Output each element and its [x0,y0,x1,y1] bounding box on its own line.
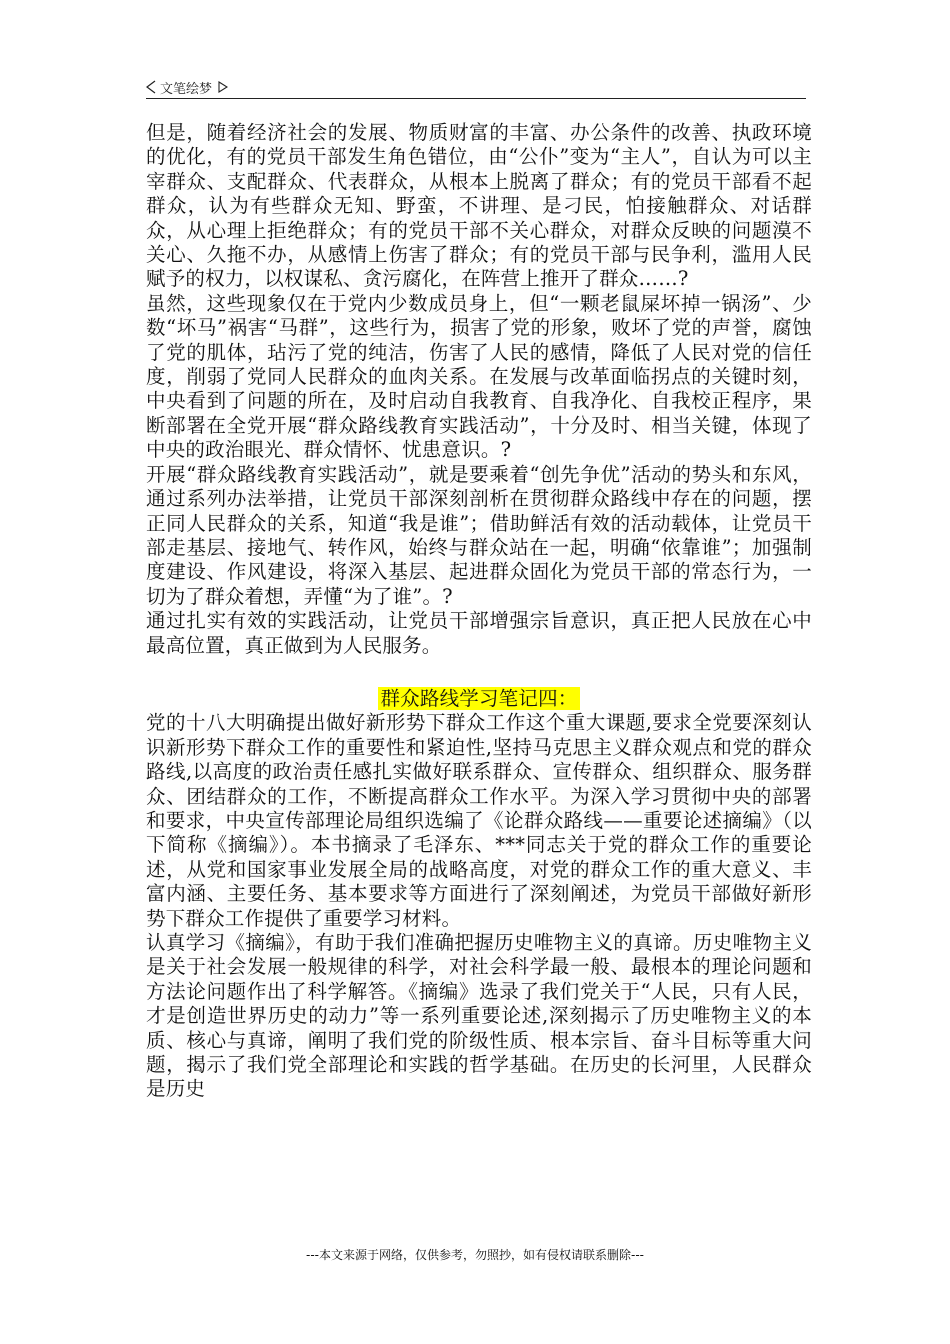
page-footer: ---本文来源于网络，仅供参考，勿照抄，如有侵权请联系删除--- [306,1248,644,1262]
document-body [146,121,812,1102]
paragraph: 认真学习《摘编》，有助于我们准确把握历史唯物主义的真谛。历史唯物主义是关于社会发展一般规律的科学，对社会科学最一般、最根本的理论问题和方法论问题作出了科学解答。《摘编》选录了我们党关于“人民，只有人民，才是创造世界历史的动力”等一系列重要论述,深刻揭示了历史唯物主义的本质、核心与真谛，阐明了我们党的阶级性质、根本宗旨、奋斗目标等重大问题，揭示了我们党全部理论和实践的哲学基础。在历史的长河里，人民群众是历史 [146,930,812,1101]
section-heading-text: 群众路线学习笔记四： [380,686,578,710]
triangle-left-icon [146,80,156,94]
page-header [146,76,806,98]
paragraph: 虽然，这些现象仅在于党内少数成员身上，但“一颗老鼠屎坏掉一锅汤”、少数“坏马”祸害“马群”，这些行为，损害了党的形象，败坏了党的声誉，腐蚀了党的肌体，玷污了党的纯洁，伤害了人民的感情，降低了人民对党的信任度，削弱了党同人民群众的血肉关系。在发展与改革面临拐点的关键时刻，中央看到了问题的所在，及时启动自我教育、自我净化、自我校正程序，果断部署在全党开展“群众路线教育实践活动”，十分及时、相当关键，体现了中央的政治眼光、群众情怀、忧患意识。? [146,291,812,462]
section-heading [146,687,812,711]
paragraph: 但是，随着经济社会的发展、物质财富的丰富、办公条件的改善、执政环境的优化，有的党员干部发生角色错位，由“公仆”变为“主人”，自认为可以主宰群众、支配群众、代表群众，从根本上脱离了群众；有的党员干部看不起群众，认为有些群众无知、野蛮，不讲理、是刁民，怕接触群众、对话群众，从心理上拒绝群众；有的党员干部不关心群众，对群众反映的问题漠不关心、久拖不办，从感情上伤害了群众；有的党员干部与民争利，滥用人民赋予的权力，以权谋私、贪污腐化，在阵营上推开了群众……? [146,121,812,291]
header-brand: 文笔绘梦 [160,81,213,97]
paragraph: 党的十八大明确提出做好新形势下群众工作这个重大课题,要求全党要深刻认识新形势下群众工作的重要性和紧迫性,坚持马克思主义群众观点和党的群众路线,以高度的政治责任感扎实做好联系群众、宣传群众、组织群众、服务群众、团结群众的工作，不断提高群众工作水平。为深入学习贯彻中央的部署和要求，中央宣传部理论局组织选编了《论群众路线——重要论述摘编》（以下简称《摘编》）。本书摘录了毛泽东、***同志关于党的群众工作的重要论述，从党和国家事业发展全局的战略高度，对党的群众工作的重大意义、丰富内涵、主要任务、基本要求等方面进行了深刻阐述，为党员干部做好新形势下群众工作提供了重要学习材料。 [146,711,812,930]
paragraph: 通过扎实有效的实践活动，让党员干部增强宗旨意识，真正把人民放在心中最高位置，真正做到为人民服务。 [146,609,812,657]
section-spacer [146,658,812,687]
header-divider [146,98,806,99]
triangle-right-icon [218,81,228,93]
paragraph: 开展“群众路线教育实践活动”，就是要乘着“创先争优”活动的势头和东风，通过系列办法举措，让党员干部深刻剖析在贯彻群众路线中存在的问题，摆正同人民群众的关系，知道“我是谁”；借助鲜活有效的活动载体，让党员干部走基层、接地气、转作风，始终与群众站在一起，明确“依靠谁”；加强制度建设、作风建设，将深入基层、起进群众固化为党员干部的常态行为，一切为了群众着想，弄懂“为了谁”。? [146,462,812,608]
